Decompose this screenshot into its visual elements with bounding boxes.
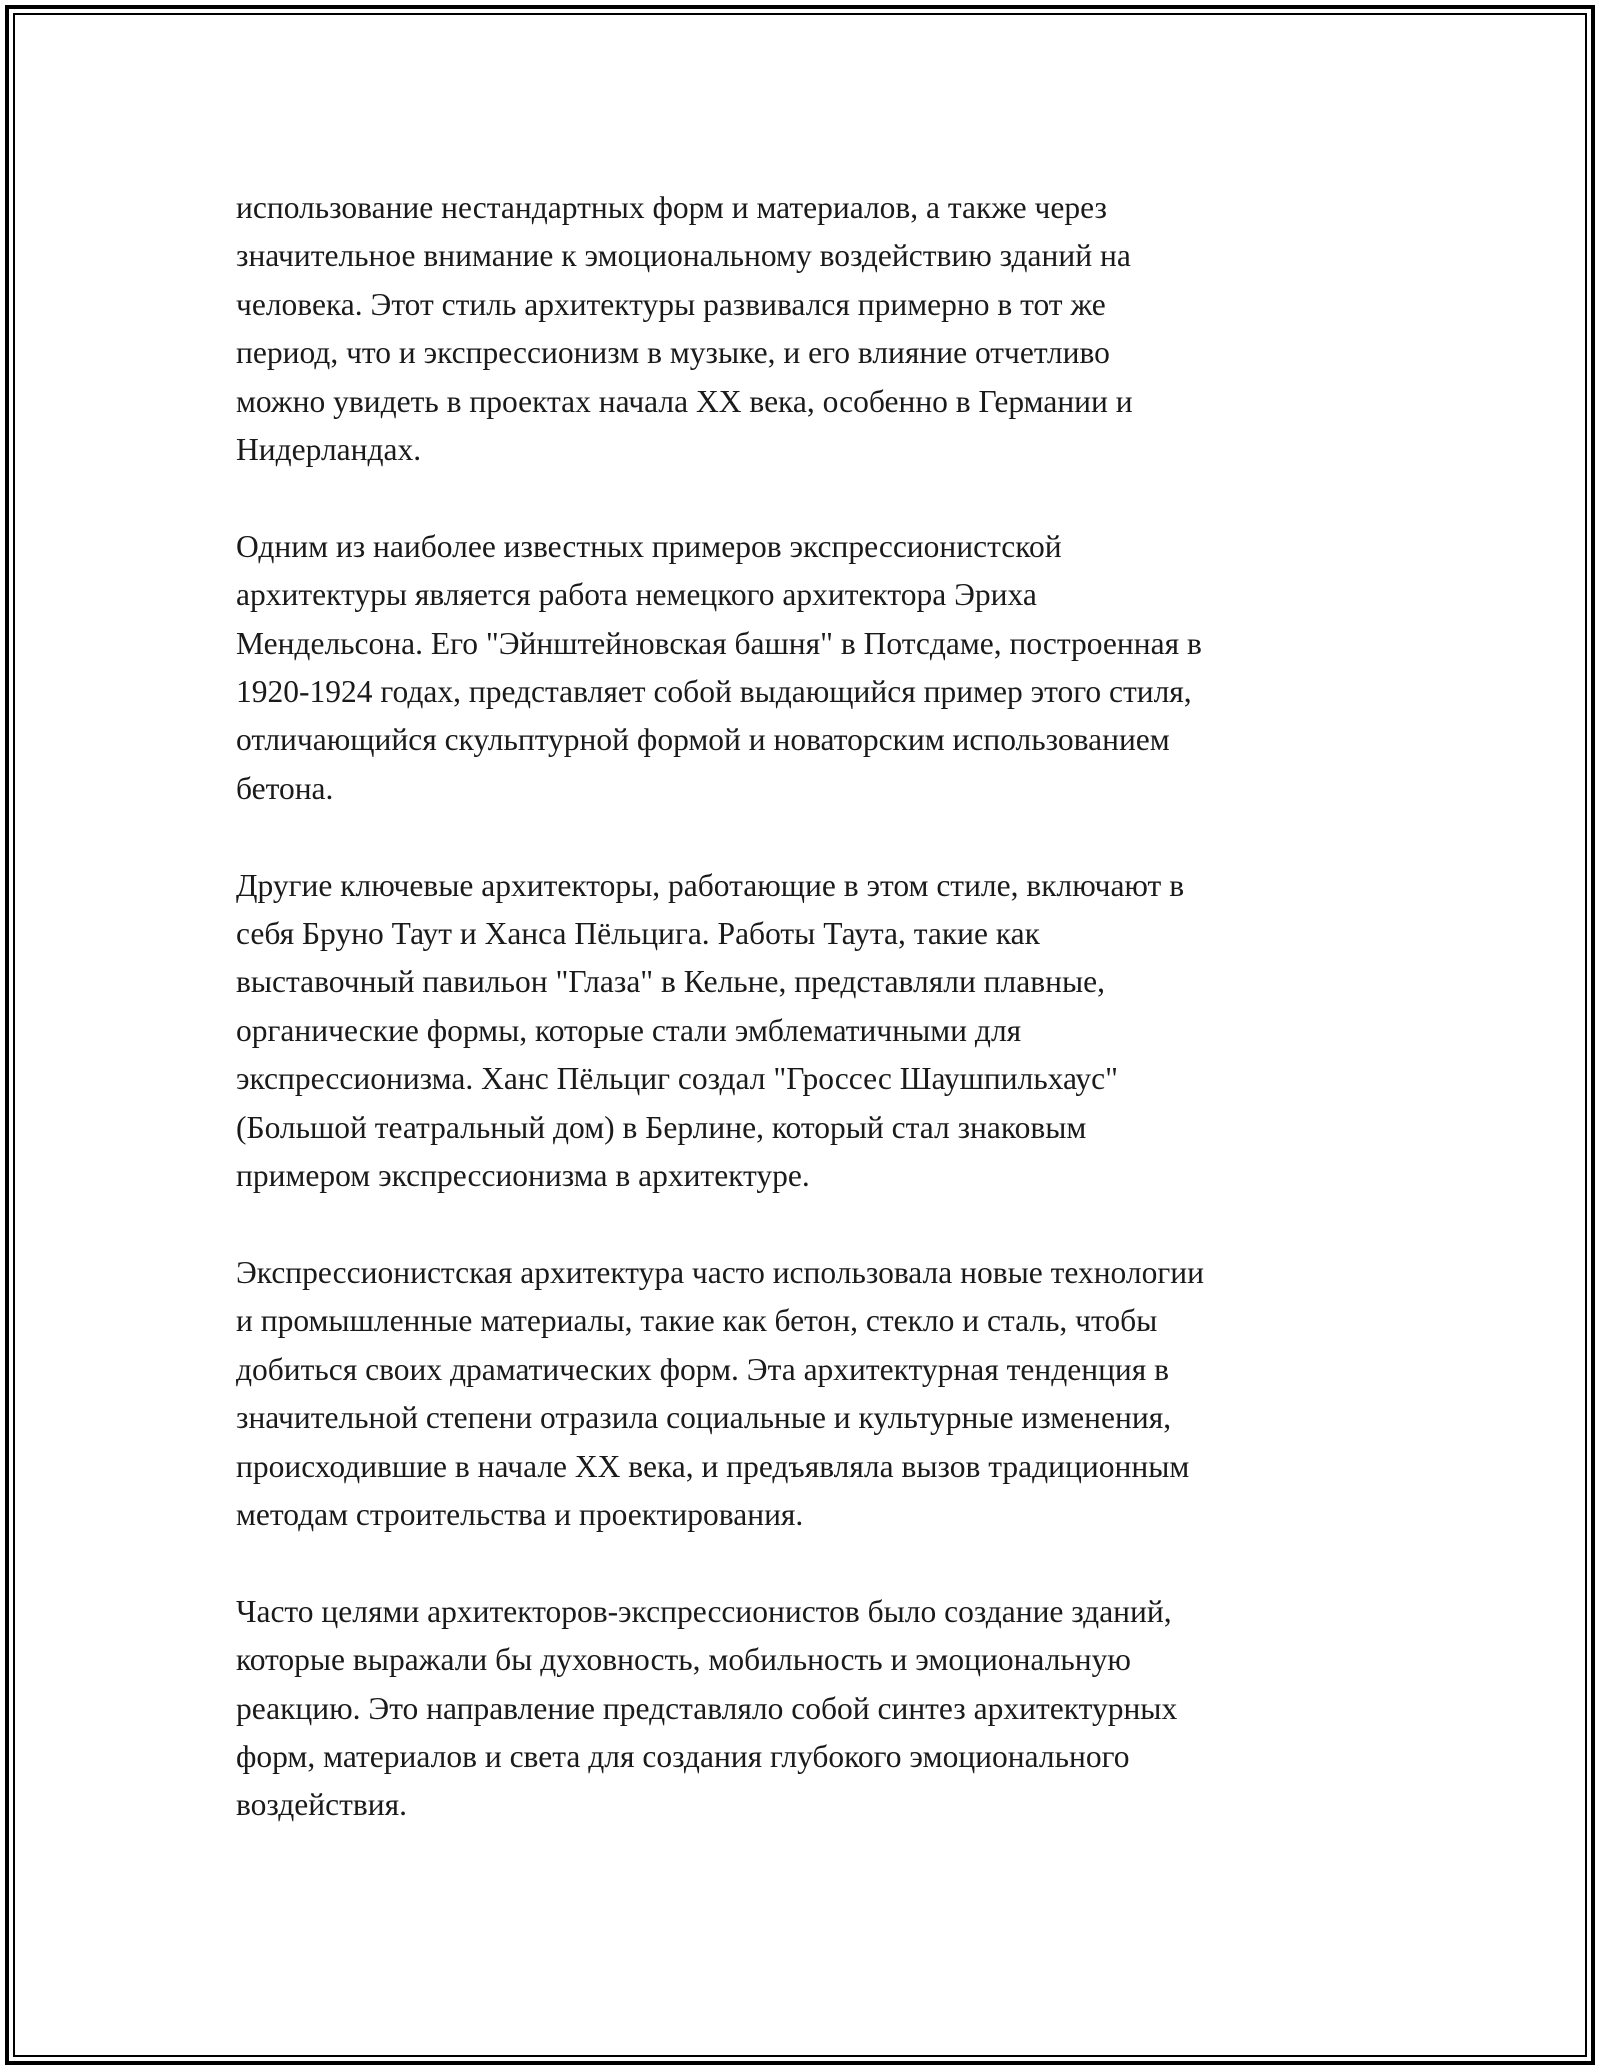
paragraph-1 xyxy=(236,184,1376,474)
text-line: и промышленные материалы, такие как бетон, стекло и сталь, чтобы xyxy=(236,1303,1158,1339)
text-line: архитектуры является работа немецкого архитектора Эриха xyxy=(236,577,1037,613)
text-line: примером экспрессионизма в архитектуре. xyxy=(236,1158,810,1194)
text-line: Часто целями архитекторов-экспрессионистов было создание зданий, xyxy=(236,1593,1172,1629)
text-line: отличающийся скульптурной формой и новаторским использованием xyxy=(236,722,1170,758)
text-line: форм, материалов и света для создания глубокого эмоционального xyxy=(236,1738,1130,1774)
text-line: Экспрессионистская архитектура часто использовала новые технологии xyxy=(236,1254,1204,1290)
text-line: которые выражали бы духовность, мобильность и эмоциональную xyxy=(236,1642,1131,1678)
paragraph-2 xyxy=(236,523,1376,813)
text-line: (Большой театральный дом) в Берлине, который стал знаковым xyxy=(236,1109,1087,1145)
text-line: бетона. xyxy=(236,770,334,806)
text-line: выставочный павильон "Глаза" в Кельне, представляли плавные, xyxy=(236,964,1105,1000)
paragraph-3 xyxy=(236,862,1376,1201)
text-line: Нидерландах. xyxy=(236,432,422,468)
text-line: 1920-1924 годах, представляет собой выдающийся пример этого стиля, xyxy=(236,674,1192,710)
text-line: значительной степени отразила социальные и культурные изменения, xyxy=(236,1400,1172,1436)
text-line: Другие ключевые архитекторы, работающие в этом стиле, включают в xyxy=(236,867,1185,903)
paragraph-4 xyxy=(236,1249,1376,1539)
text-line: воздействия. xyxy=(236,1787,407,1823)
text-line: значительное внимание к эмоциональному воздействию зданий на xyxy=(236,238,1131,274)
text-line: добиться своих драматических форм. Эта архитектурная тенденция в xyxy=(236,1351,1170,1387)
text-line: Одним из наиболее известных примеров экспрессионистской xyxy=(236,528,1062,564)
text-line: экспрессионизма. Ханс Пёльциг создал "Гроссес Шаушпильхаус" xyxy=(236,1061,1118,1097)
text-line: себя Бруно Таут и Ханса Пёльцига. Работы Таута, такие как xyxy=(236,916,1040,952)
text-line: можно увидеть в проектах начала XX века, особенно в Германии и xyxy=(236,383,1133,419)
text-line: органические формы, которые стали эмблематичными для xyxy=(236,1012,1022,1048)
document-body xyxy=(236,184,1376,1878)
text-line: методам строительства и проектирования. xyxy=(236,1496,804,1532)
text-line: происходившие в начале XX века, и предъявляла вызов традиционным xyxy=(236,1448,1190,1484)
text-line: период, что и экспрессионизм в музыке, и его влияние отчетливо xyxy=(236,335,1110,371)
paragraph-5 xyxy=(236,1588,1376,1830)
text-line: реакцию. Это направление представляло собой синтез архитектурных xyxy=(236,1690,1178,1726)
text-line: использование нестандартных форм и материалов, а также через xyxy=(236,190,1107,225)
text-line: человека. Этот стиль архитектуры развивался примерно в тот же xyxy=(236,286,1106,322)
text-line: Мендельсона. Его "Эйнштейновская башня" в Потсдаме, построенная в xyxy=(236,625,1202,661)
